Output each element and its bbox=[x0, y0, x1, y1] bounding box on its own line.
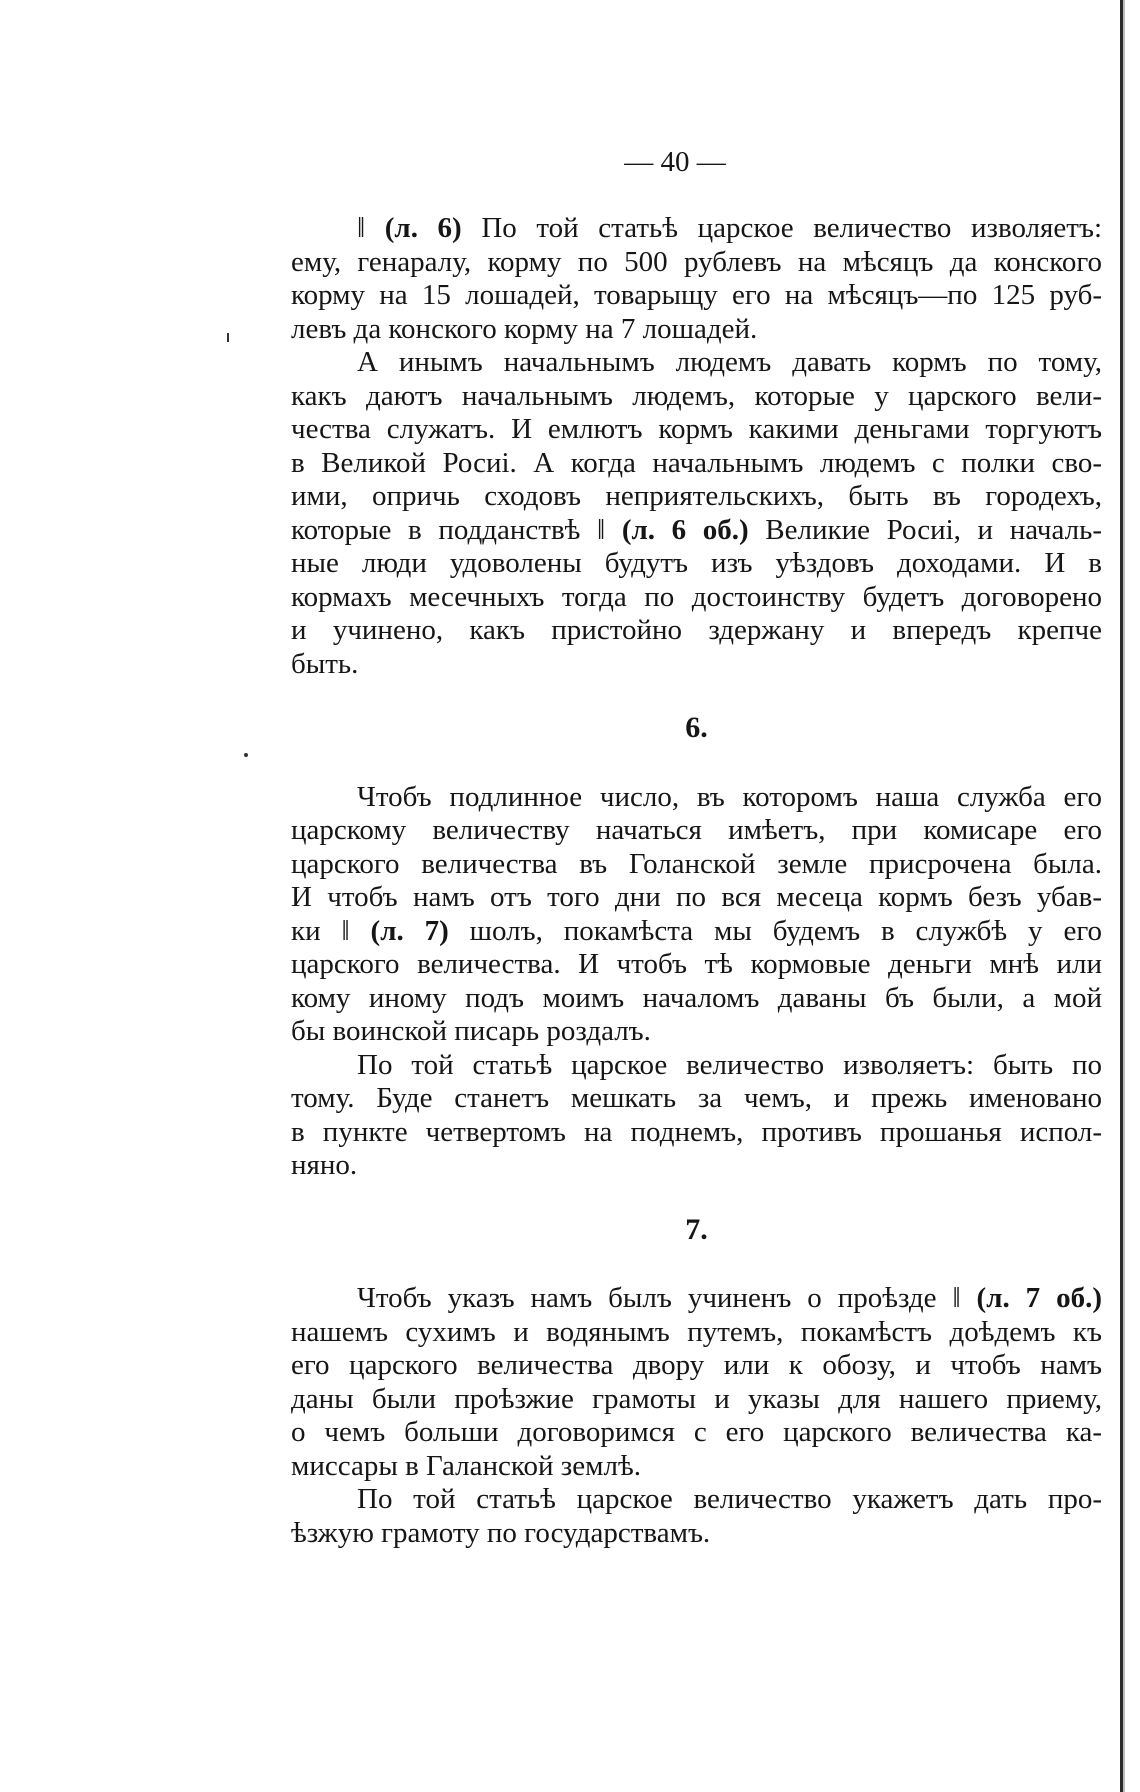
text-line: кому иному подъ моимъ началомъ даваны бъ были, а мой bbox=[291, 981, 1102, 1014]
text-line bbox=[291, 915, 1102, 949]
text-line: в пункте четвертомъ на поднемъ, противъ прошанья испол- bbox=[291, 1115, 1102, 1148]
text-line: царскому величеству начаться имѣетъ, при комисаре его bbox=[291, 814, 1102, 846]
text-line bbox=[291, 1282, 1102, 1316]
article-section bbox=[291, 711, 1102, 1183]
text-line: быть. bbox=[291, 647, 359, 680]
scan-speck bbox=[227, 333, 229, 342]
article-number: 6. bbox=[685, 711, 708, 744]
page-number: — 40 — bbox=[624, 146, 726, 178]
text-line: царского величества въ Голанской земле присрочена была. bbox=[291, 847, 1102, 880]
paragraph bbox=[291, 212, 1102, 346]
article-section bbox=[291, 1213, 1102, 1551]
paragraph bbox=[291, 1483, 1102, 1550]
text-line: нашемъ сухимъ и водянымъ путемъ, покамѣстъ доѣдемъ къ bbox=[291, 1315, 1102, 1348]
text-line: миссары в Галанской землѣ. bbox=[291, 1449, 641, 1482]
text-line: няно. bbox=[291, 1149, 358, 1181]
line-text: Чтобъ указъ намъ былъ учиненъ о проѣзде ‖ bbox=[357, 1282, 977, 1314]
text-line bbox=[291, 514, 1102, 548]
text-line: левъ да конского корму на 7 лошадей. bbox=[291, 312, 758, 345]
paragraph bbox=[291, 1049, 1102, 1183]
article-continuation bbox=[291, 212, 1102, 681]
text-line: ѣзжую грамоту по государствамъ. bbox=[291, 1516, 711, 1549]
paragraph bbox=[291, 346, 1102, 681]
text-line: корму на 15 лошадей, товарыщу его на мѣсяцъ—по 125 руб- bbox=[291, 279, 1102, 311]
folio-marker: (л. 6 об.) bbox=[621, 513, 749, 546]
text-line: тому. Буде станетъ мешкать за чемъ, и прежь именовано bbox=[291, 1082, 1102, 1114]
folio-marker: (л. 6) bbox=[384, 212, 462, 244]
text-line: в Великой Росиі. А когда начальнымъ людемъ с полки сво- bbox=[291, 446, 1102, 479]
text-line: А инымъ начальнымъ людемъ давать кормъ по тому, bbox=[357, 346, 1102, 378]
text-line: ими, опричь сходовъ неприятельскихъ, быть въ городехъ, bbox=[291, 480, 1102, 512]
page-binding-shadow bbox=[1123, 0, 1125, 1792]
paragraph bbox=[291, 781, 1102, 1049]
line-text: ки ‖ bbox=[291, 914, 371, 947]
line-text: шолъ, покамѣста мы будемъ в службѣ у его bbox=[448, 914, 1102, 947]
text-line: бы воинской писарь роздалъ. bbox=[291, 1015, 651, 1047]
paragraph bbox=[291, 1282, 1102, 1483]
text-column bbox=[291, 212, 1102, 1550]
text-line: даны были проѣзжие грамоты и указы для нашего приему, bbox=[291, 1382, 1102, 1415]
line-text: которые в подданствѣ ‖ bbox=[291, 513, 622, 546]
text-line: По той статьѣ царское величество укажетъ дать про- bbox=[357, 1483, 1102, 1515]
scan-speck bbox=[244, 753, 248, 757]
line-text: Великие Росиі, и началь- bbox=[748, 513, 1102, 546]
text-line: кормахъ месечныхъ тогда по достоинству будетъ договорено bbox=[291, 580, 1102, 613]
text-line: и учинено, какъ пристойно здержану и впередъ крепче bbox=[291, 614, 1102, 646]
line-text: ‖ bbox=[357, 212, 385, 244]
text-line: какъ даютъ начальнымъ людемъ, которые у царского вели- bbox=[291, 379, 1102, 412]
article-number: 7. bbox=[685, 1212, 708, 1246]
text-line: его царского величества двору или к обозу, и чтобъ намъ bbox=[291, 1349, 1102, 1381]
folio-marker: (л. 7 об.) bbox=[976, 1282, 1102, 1314]
text-line: чества служатъ. И емлютъ кормъ какими деньгами торгуютъ bbox=[291, 413, 1102, 445]
text-line: о чемъ больши договоримся с его царского величества ка- bbox=[291, 1416, 1102, 1448]
line-text: По той статьѣ царское величество изволяетъ: bbox=[461, 212, 1102, 244]
text-line: По той статьѣ царское величество изволяетъ: быть по bbox=[357, 1048, 1102, 1081]
text-line: ные люди удоволены будутъ изъ уѣздовъ доходами. И в bbox=[291, 547, 1102, 579]
text-line: И чтобъ намъ отъ того дни по вся месеца кормъ безъ убав- bbox=[291, 881, 1102, 913]
text-line: ему, генаралу, корму по 500 рублевъ на мѣсяцъ да конского bbox=[291, 245, 1102, 278]
text-line: царского величества. И чтобъ тѣ кормовые деньги мнѣ или bbox=[291, 948, 1102, 980]
folio-marker: (л. 7) bbox=[370, 914, 449, 947]
text-line bbox=[291, 212, 1102, 246]
text-line: Чтобъ подлинное число, въ которомъ наша служба его bbox=[357, 780, 1102, 813]
